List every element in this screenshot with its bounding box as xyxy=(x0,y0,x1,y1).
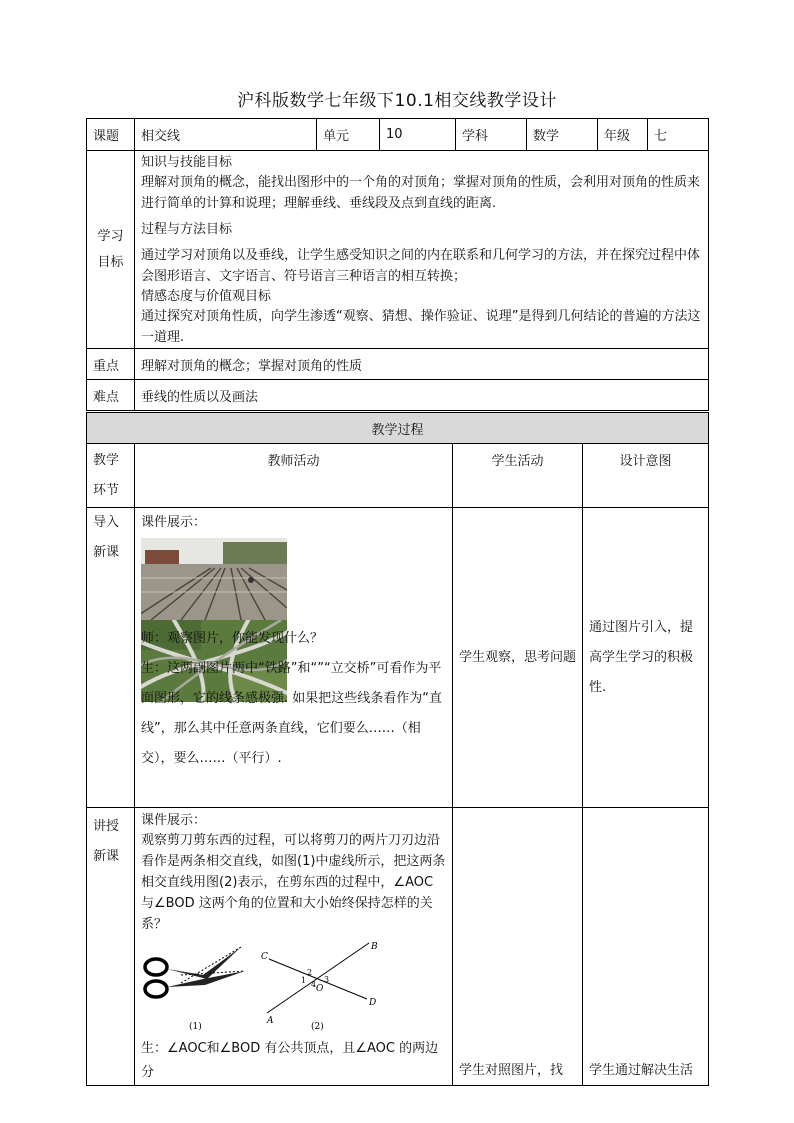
svg-text:A: A xyxy=(267,1016,274,1026)
subject-label: 学科 xyxy=(456,119,527,151)
intro-stage: 导入 新课 xyxy=(87,508,135,808)
goal1-text: 理解对顶角的概念，能找出图形中的一个角的对顶角；掌握对顶角的性质，会利用对顶角的性质来进行简单的计算和说理；理解垂线、垂线段及点到直线的距离. xyxy=(141,175,701,211)
teach-student-activity: 学生对照图片，找 xyxy=(453,808,583,1086)
key-value: 理解对顶角的概念；掌握对顶角的性质 xyxy=(135,349,709,380)
scissors-icon xyxy=(145,947,245,997)
goal3-text: 通过探究对顶角性质，向学生渗透“观察、猜想、操作验证、说理”是得到几何结论的普遍的方法这一道理. xyxy=(141,309,701,345)
svg-text:D: D xyxy=(369,998,377,1008)
teach-paragraph: 观察剪刀剪东西的过程，可以将剪刀的两片刀刃边沿看作是两条相交直线，如图(1)中虚线所示，把这两条相交直线用图(2)表示，在剪东西的过程中，∠AOC 与∠BOD 这两个角的位置和大小始终保持怎样的关系？ xyxy=(141,833,446,932)
intro-courseware: 课件展示： xyxy=(141,515,207,530)
svg-text:2: 2 xyxy=(307,968,313,977)
grade-label: 年级 xyxy=(598,119,648,151)
intro-student-answer: 生：这两副图片两中“铁路”和“”“立交桥”可看作为平面图形，它的线条感极强. 如果把这些线条看作为“直线”，那么其中任意两条直线，它们要么……（相交），要么……（平行）. xyxy=(141,661,442,766)
col-student-header: 学生活动 xyxy=(453,444,583,508)
unit-label: 单元 xyxy=(317,119,380,151)
intersecting-lines-diagram xyxy=(261,942,378,1026)
intro-teacher-question: 师：观察图片，你能发现什么？ xyxy=(141,631,324,646)
svg-text:C: C xyxy=(261,952,268,962)
page-title: 沪科版数学七年级下10.1相交线教学设计 xyxy=(237,91,557,111)
teach-courseware: 课件展示： xyxy=(141,813,207,828)
scissors-figure xyxy=(141,941,441,1033)
fig2-caption: (2) xyxy=(311,1022,324,1032)
fig1-caption: (1) xyxy=(189,1022,202,1032)
col-stage-header: 教学 环节 xyxy=(87,444,135,508)
subject-value: 数学 xyxy=(527,119,598,151)
teach-last-line: 生：∠AOC和∠BOD 有公共顶点，且∠AOC 的两边分 xyxy=(141,1041,439,1080)
process-table xyxy=(86,412,709,1086)
lesson-label: 课题 xyxy=(87,119,135,151)
grade-value: 七 xyxy=(648,119,709,151)
key-label: 重点 xyxy=(87,349,135,380)
intro-teacher-cell xyxy=(135,508,453,808)
lesson-value: 相交线 xyxy=(135,119,317,151)
railway-photo xyxy=(141,538,287,620)
teach-teacher-cell xyxy=(135,808,453,1086)
goals-label: 学习 目标 xyxy=(87,151,135,349)
teach-design-intent: 学生通过解决生活 xyxy=(583,808,709,1086)
svg-text:4: 4 xyxy=(311,980,317,989)
svg-text:B: B xyxy=(371,942,378,952)
goal2-title: 过程与方法目标 xyxy=(141,222,233,237)
unit-value: 10 xyxy=(380,119,456,151)
svg-text:O: O xyxy=(316,984,324,994)
info-table xyxy=(86,118,709,411)
col-teacher-header: 教师活动 xyxy=(135,444,453,508)
goal1-title: 知识与技能目标 xyxy=(141,155,233,170)
hard-value: 垂线的性质以及画法 xyxy=(135,380,709,411)
intro-design-intent: 通过图片引入，提高学生学习的积极性. xyxy=(583,508,709,808)
goal3-title: 情感态度与价值观目标 xyxy=(141,289,272,304)
goal2-text: 通过学习对顶角以及垂线，让学生感受知识之间的内在联系和几何学习的方法，并在探究过程中体会图形语言、文字语言、符号语言三种语言的相互转换； xyxy=(141,248,701,284)
intro-student-activity: 学生观察，思考问题 xyxy=(453,508,583,808)
svg-text:1: 1 xyxy=(301,976,307,985)
process-header: 教学过程 xyxy=(87,413,709,444)
teach-stage: 讲授 新课 xyxy=(87,808,135,1086)
hard-label: 难点 xyxy=(87,380,135,411)
svg-text:3: 3 xyxy=(324,975,330,984)
col-intent-header: 设计意图 xyxy=(583,444,709,508)
